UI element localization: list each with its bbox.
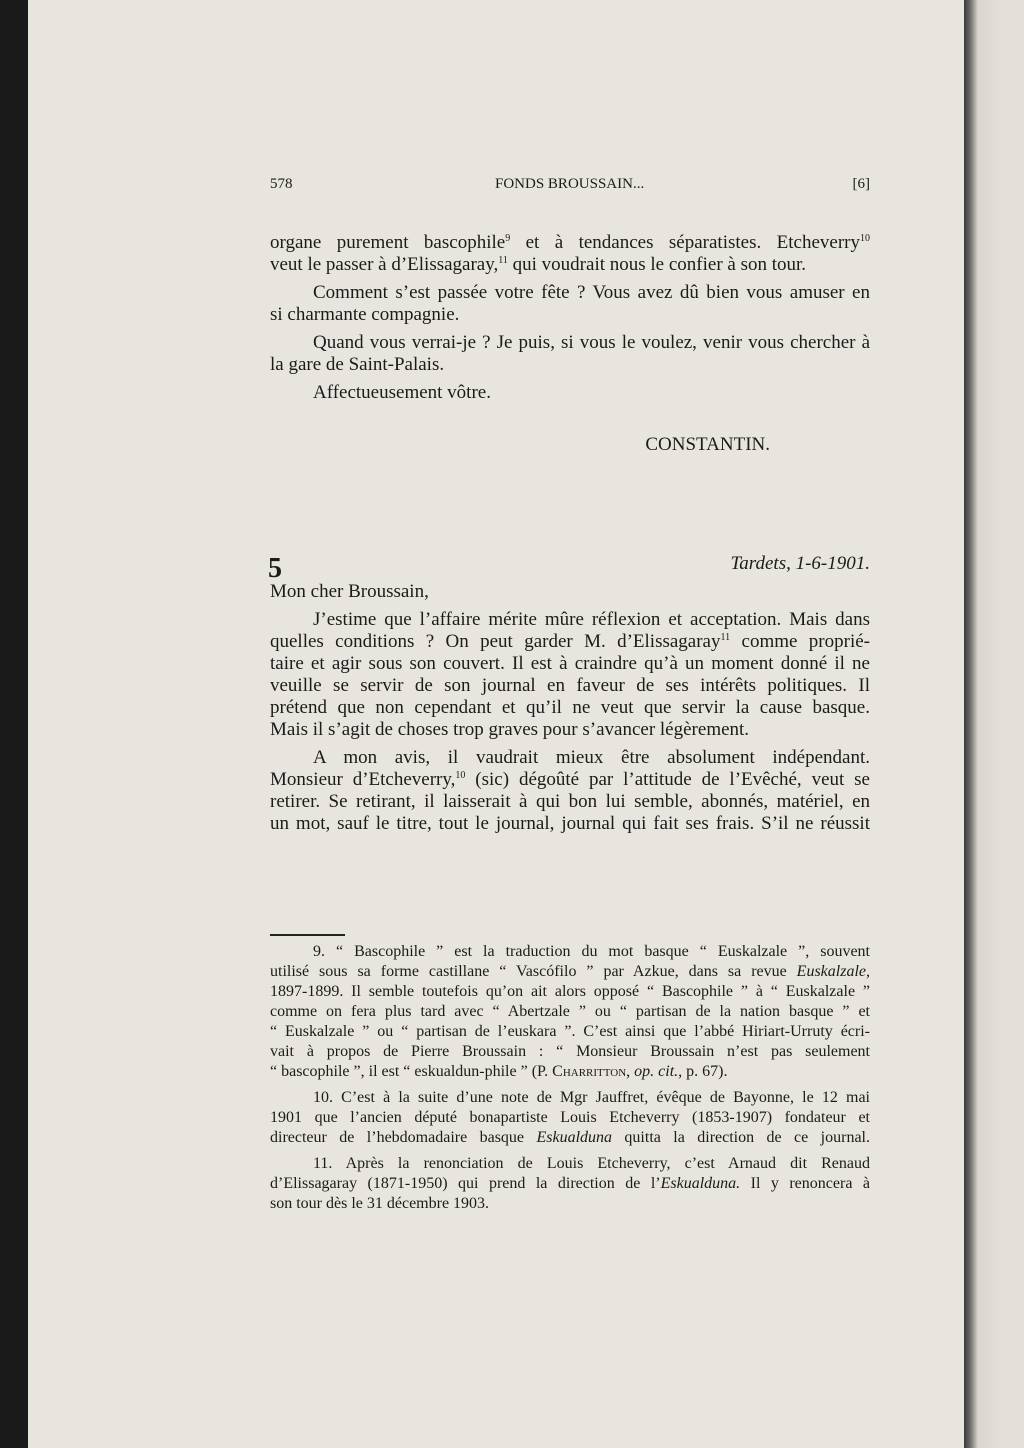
text-line bbox=[270, 1194, 870, 1214]
text-line bbox=[270, 675, 870, 697]
footnote-ref: 11 bbox=[720, 632, 731, 643]
text-segment: , bbox=[626, 1063, 635, 1080]
text-segment: 1897-1899. Il semble toutefois qu’on ait alors opposé “ Bascophile ” à “ Euskalzale ” bbox=[270, 983, 870, 1000]
footnote-rule bbox=[270, 934, 345, 936]
text-segment: Euskalzale, bbox=[796, 963, 870, 980]
text-segment: “ Euskalzale ” ou “ partisan de l’euskara ”. C’est ainsi que l’abbé Hiriart-Urruty écri- bbox=[270, 1023, 870, 1040]
text-line bbox=[270, 791, 870, 813]
text-segment: quelles conditions ? On peut garder M. d’Elissagaray bbox=[270, 631, 721, 652]
text-segment: Comment s’est passée votre fête ? Vous avez dû bien vous amuser en bbox=[313, 282, 870, 303]
text-line bbox=[270, 631, 870, 653]
text-line bbox=[270, 769, 870, 791]
text-line bbox=[270, 581, 870, 603]
text-line bbox=[270, 1042, 870, 1062]
section-marker: [6] bbox=[852, 176, 870, 192]
text-segment: directeur de l’hebdomadaire basque bbox=[270, 1129, 537, 1146]
text-segment: vait à propos de Pierre Broussain : “ Monsieur Broussain n’est pas seulement bbox=[270, 1043, 870, 1060]
letter-place-date: Tardets, 1-6-1901. bbox=[730, 553, 870, 574]
letter-4-closing bbox=[270, 232, 870, 404]
signature-block bbox=[270, 434, 870, 456]
text-segment: la gare de Saint-Palais. bbox=[270, 354, 445, 375]
text-line bbox=[270, 942, 870, 962]
text-segment: taire et agir sous son couvert. Il est à craindre qu’à un moment donné il ne bbox=[270, 653, 870, 674]
text-segment: et à tendances séparatistes. Etcheverry bbox=[510, 232, 860, 253]
text-line bbox=[270, 332, 870, 354]
text-line bbox=[270, 1088, 870, 1108]
text-segment: d’Elissagaray (1871-1950) qui prend la direction de l’ bbox=[270, 1175, 661, 1192]
text-line bbox=[270, 1174, 870, 1194]
running-title: FONDS BROUSSAIN... bbox=[495, 176, 645, 192]
text-line bbox=[270, 254, 870, 276]
text-segment: Mon cher Broussain, bbox=[270, 581, 429, 602]
text-line bbox=[270, 813, 870, 835]
text-segment: 10. C’est à la suite d’une note de Mgr Jauffret, évêque de Bayonne, le 12 mai bbox=[313, 1089, 870, 1106]
page-number: 578 bbox=[270, 176, 293, 192]
signature: CONSTANTIN. bbox=[645, 434, 770, 455]
text-segment: utilisé sous sa forme castillane “ Vascófilo ” par Azkue, dans sa revue bbox=[270, 963, 797, 980]
text-segment: quitta la direction de ce journal. bbox=[612, 1129, 871, 1146]
text-line bbox=[270, 1062, 870, 1082]
text-segment: qui voudrait nous le confier à son tour. bbox=[507, 254, 807, 275]
text-segment: A mon avis, il vaudrait mieux être absolument indépendant. bbox=[313, 747, 870, 768]
footnote-ref: 9 bbox=[505, 233, 511, 244]
text-segment: veut le passer à d’Elissagaray, bbox=[270, 254, 499, 275]
text-segment: prétend que non cependant et qu’il ne veut que servir la cause basque. bbox=[270, 697, 870, 718]
text-segment: Mais il s’agit de choses trop graves pour s’avancer légèrement. bbox=[270, 719, 750, 740]
text-line bbox=[270, 232, 870, 254]
text-segment: retirer. Se retirant, il laisserait à qui bon lui semble, abonnés, matériel, en bbox=[270, 791, 870, 812]
text-line bbox=[270, 697, 870, 719]
text-segment: 11. Après la renonciation de Louis Etcheverry, c’est Arnaud dit Renaud bbox=[313, 1155, 870, 1172]
text-segment: veuille se servir de son journal en faveur de ses intérêts politiques. Il bbox=[270, 675, 870, 696]
text-segment: Il y renoncera à bbox=[740, 1175, 870, 1192]
text-segment: Eskualduna bbox=[536, 1129, 613, 1146]
text-line bbox=[270, 653, 870, 675]
text-segment: si charmante compagnie. bbox=[270, 304, 460, 325]
footnote-ref: 10 bbox=[860, 233, 870, 244]
text-segment: 9. “ Bascophile ” est la traduction du mot basque “ Euskalzale ”, souvent bbox=[313, 943, 870, 960]
running-header bbox=[270, 176, 870, 196]
text-segment: organe purement bascophile bbox=[270, 232, 506, 253]
text-line bbox=[270, 1022, 870, 1042]
letter-number: 5 bbox=[268, 553, 282, 584]
text-segment: Quand vous verrai-je ? Je puis, si vous le voulez, venir vous chercher à bbox=[313, 332, 870, 353]
text-line bbox=[270, 1128, 870, 1148]
text-line bbox=[270, 1154, 870, 1174]
text-segment: 1901 que l’ancien député bonapartiste Louis Etcheverry (1853-1907) fondateur et bbox=[270, 1109, 870, 1126]
text-segment: un mot, sauf le titre, tout le journal, journal qui fait ses frais. S’il ne réussit bbox=[270, 813, 870, 834]
text-segment: Eskualduna. bbox=[660, 1175, 741, 1192]
text-line bbox=[270, 382, 870, 404]
text-line bbox=[270, 982, 870, 1002]
text-segment: Charritton bbox=[552, 1063, 627, 1080]
text-line bbox=[270, 962, 870, 982]
facing-page-edge bbox=[964, 0, 1024, 1448]
text-segment: Monsieur d’Etcheverry, bbox=[270, 769, 456, 790]
text-segment: “ bascophile ”, il est “ eskualdun-phile ” (P. bbox=[270, 1063, 553, 1080]
footnote-ref: 10 bbox=[455, 770, 466, 781]
text-line bbox=[270, 304, 870, 326]
text-segment: p. 67). bbox=[682, 1063, 728, 1080]
footnotes bbox=[270, 942, 870, 1214]
footnote-ref: 11 bbox=[498, 255, 508, 266]
text-segment: Affectueusement vôtre. bbox=[313, 382, 491, 403]
text-line bbox=[270, 1108, 870, 1128]
text-segment: comme proprié- bbox=[730, 631, 870, 652]
text-segment: comme on fera plus tard avec “ Abertzale ” ou “ partisan de la nation basque ” et bbox=[270, 1003, 870, 1020]
text-segment: son tour dès le 31 décembre 1903. bbox=[270, 1195, 490, 1212]
letter-5-body bbox=[270, 581, 870, 835]
text-line bbox=[270, 747, 870, 769]
text-segment: (sic) dégoûté par l’attitude de l’Evêché, veut se bbox=[465, 769, 870, 790]
text-segment: op. cit., bbox=[634, 1063, 683, 1080]
text-line bbox=[270, 282, 870, 304]
text-line bbox=[270, 609, 870, 631]
text-line bbox=[270, 1002, 870, 1022]
text-line bbox=[270, 354, 870, 376]
text-line bbox=[270, 719, 870, 741]
text-segment: J’estime que l’affaire mérite mûre réflexion et acceptation. Mais dans bbox=[313, 609, 870, 630]
